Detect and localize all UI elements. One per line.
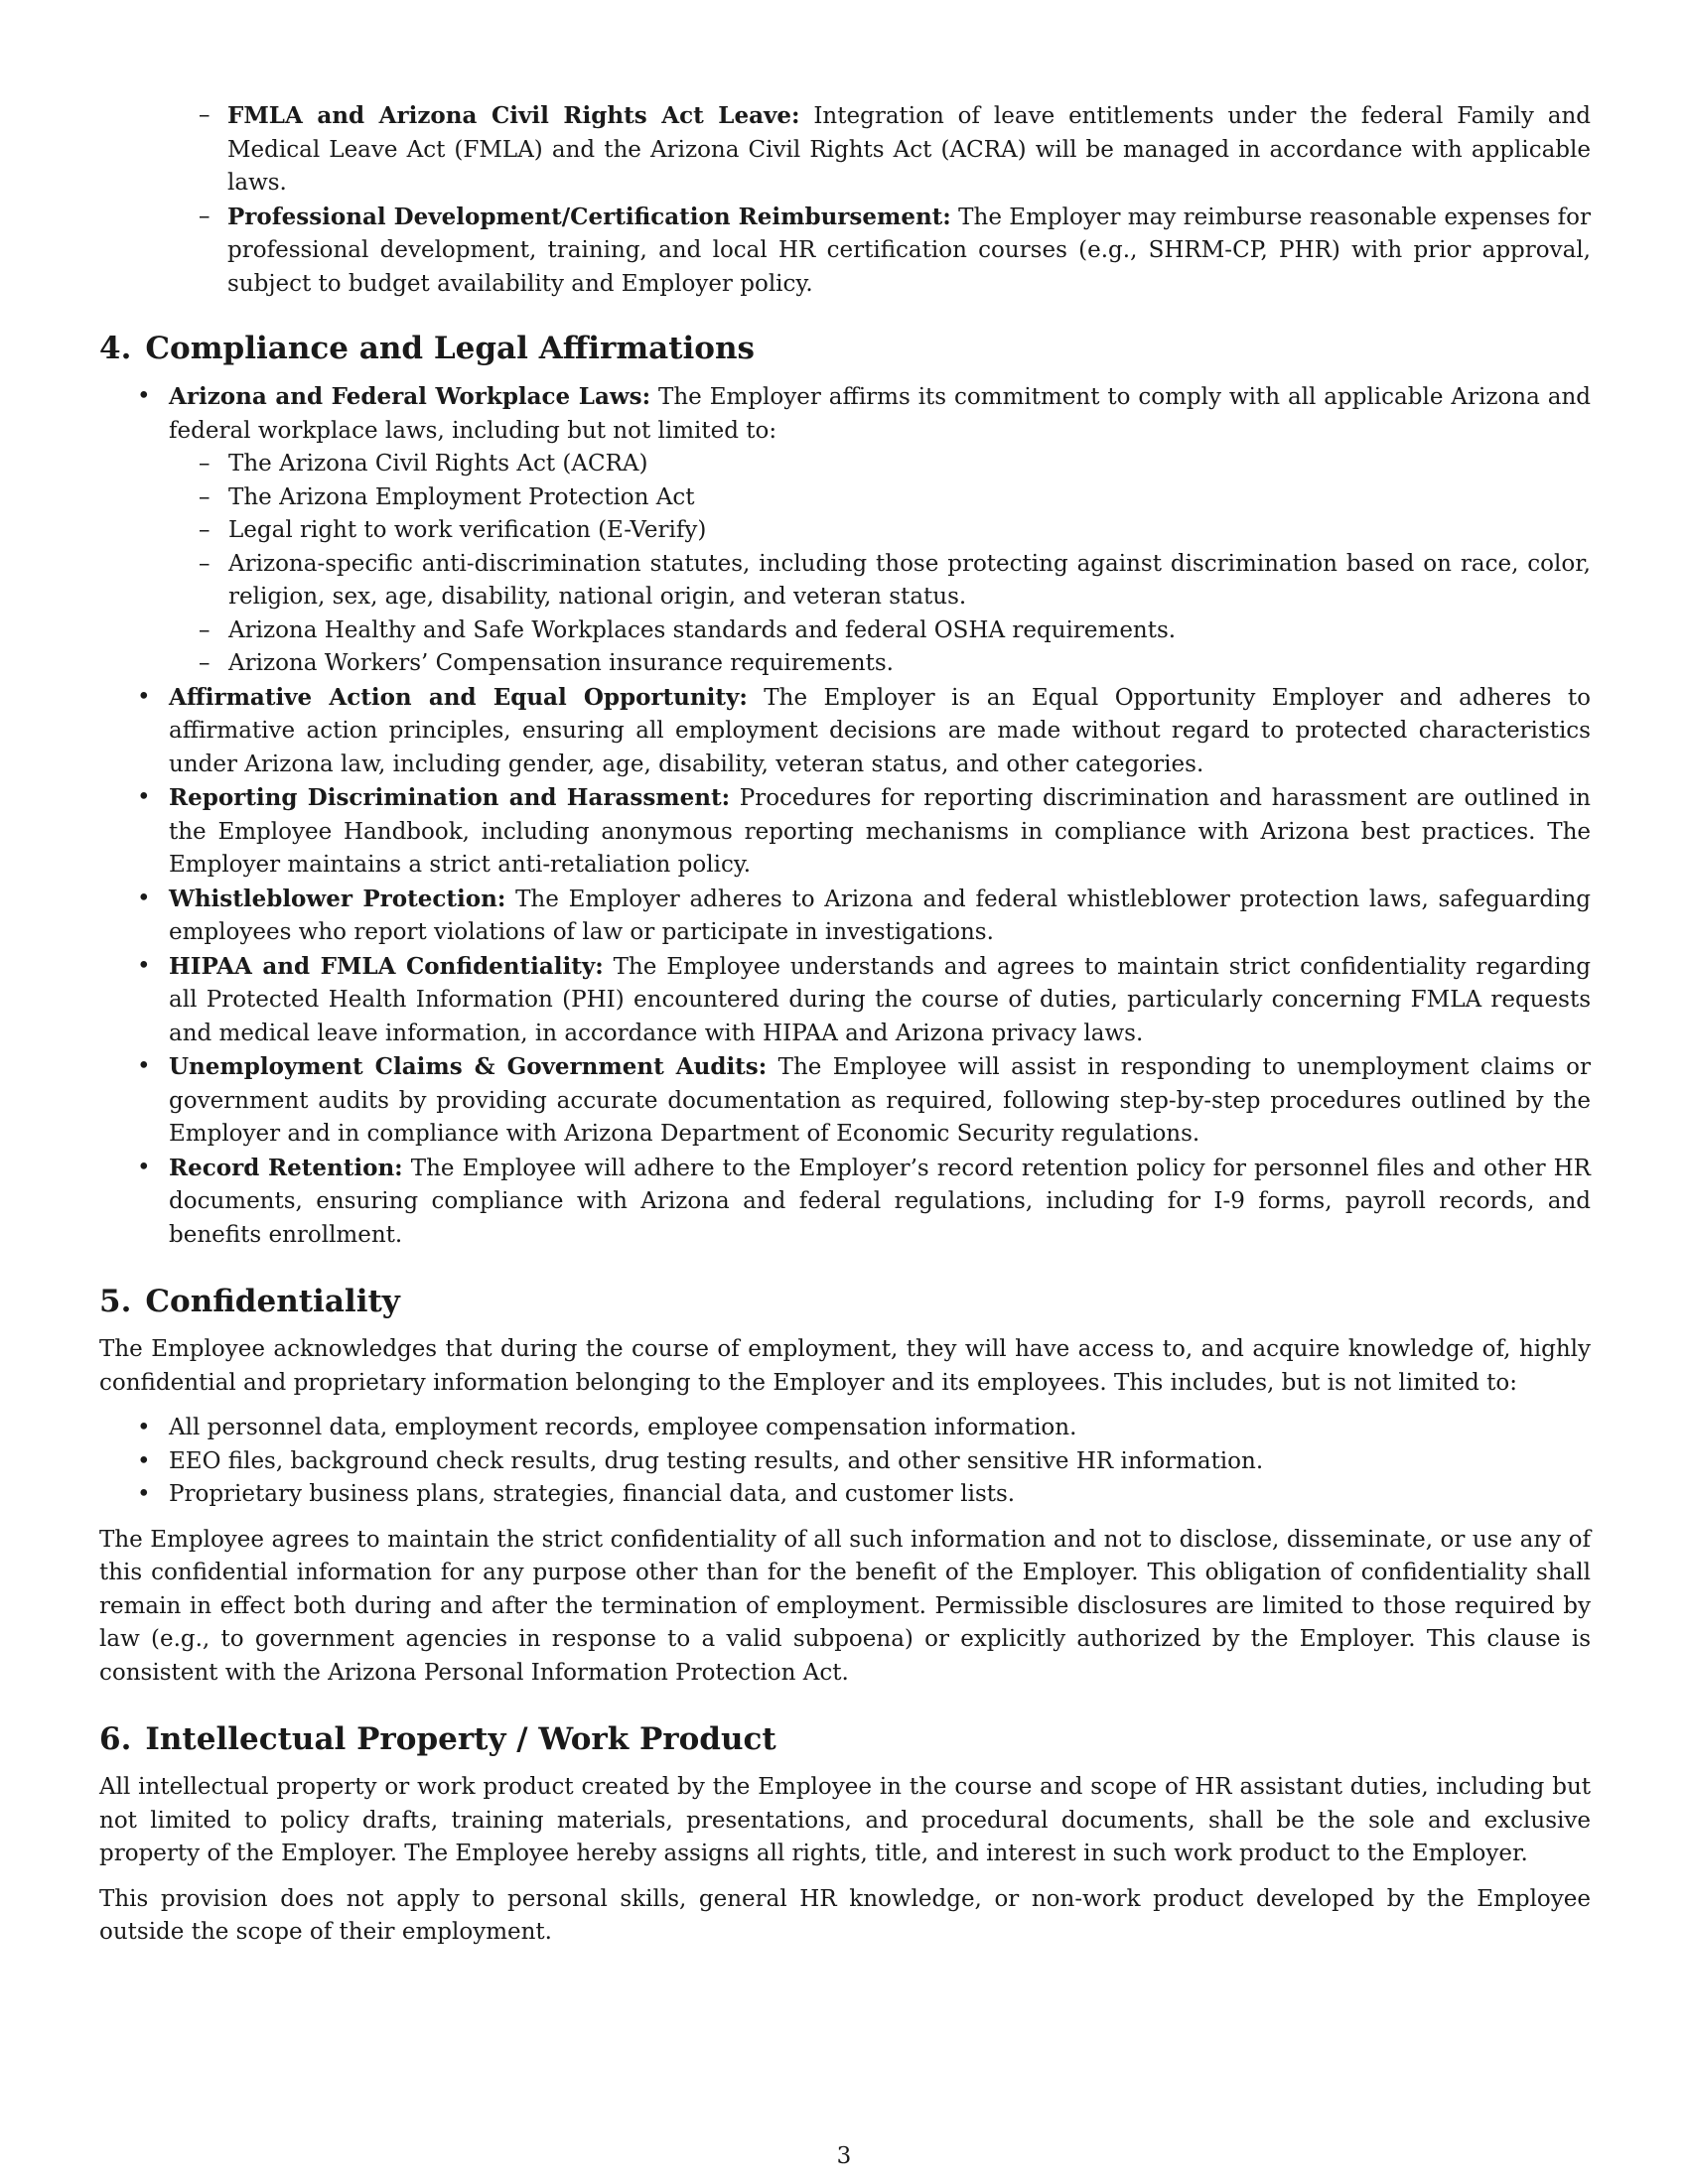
list-item	[99, 681, 1591, 782]
section-heading-intellectual-property	[99, 1719, 1591, 1759]
item-label: Record Retention:	[169, 1154, 403, 1181]
item-text: The Employer may reimburse reasonable expenses for professional development, training, and local HR certification courses (e.g., SHRM-CP, PHR) with prior approval, subject to budget availability and Employer policy.	[227, 204, 1591, 297]
list-item	[99, 201, 1591, 302]
list-item	[99, 380, 1591, 681]
item-label: Whistleblower Protection:	[169, 885, 506, 912]
sublist-item: – Legal right to work verification (E-Verify)	[169, 514, 1591, 548]
list-item: • Proprietary business plans, strategies, financial data, and customer lists.	[99, 1478, 1591, 1512]
sublist-item: – Arizona-specific anti-discrimination statutes, including those protecting against discrimination based on race, color, religion, sex, age, disability, national origin, and veteran status.	[169, 548, 1591, 614]
list-item	[99, 1152, 1591, 1253]
list-item	[99, 883, 1591, 950]
section-title: Intellectual Property / Work Product	[145, 1721, 776, 1757]
confidentiality-closing: The Employee agrees to maintain the strict confidentiality of all such information and not to disclose, disseminate, or use any of this confidential information for any purpose other than for the benefit of the Employer. This obligation of confidentiality shall remain in effect both during and after the termination of employment. Permissible disclosures are limited to those required by law (e.g., to government agencies in response to a valid subpoena) or explicitly authorized by the Employer. This clause is consistent with the Arizona Personal Information Protection Act.	[99, 1526, 1591, 1686]
list-item	[99, 781, 1591, 883]
ip-paragraph-1: All intellectual property or work product created by the Employee in the course and scope of HR assistant duties, including but not limited to policy drafts, training materials, presentations, and procedural documents, shall be the sole and exclusive property of the Employer. The Employee hereby assigns all rights, title, and interest in such work product to the Employer.	[99, 1774, 1591, 1866]
section-number: 4.	[99, 331, 132, 366]
list-item: • All personnel data, employment records, employee compensation information.	[99, 1412, 1591, 1445]
item-text: The Employee understands and agrees to maintain strict confidentiality regarding all Protected Health Information (PHI) encountered during the course of duties, particularly concerning FMLA requests and medical leave information, in accordance with HIPAA and Arizona privacy laws.	[169, 953, 1591, 1046]
sublist-item: – The Arizona Civil Rights Act (ACRA)	[169, 448, 1591, 481]
section-heading-compliance	[99, 329, 1591, 368]
sublist-item: – Arizona Healthy and Safe Workplaces standards and federal OSHA requirements.	[169, 614, 1591, 648]
leave-benefits-list	[99, 99, 1591, 301]
compliance-list	[99, 380, 1591, 1252]
sublist-item: – The Arizona Employment Protection Act	[169, 481, 1591, 515]
section-number: 5.	[99, 1284, 132, 1319]
section-title: Confidentiality	[145, 1284, 400, 1319]
confidentiality-intro: The Employee acknowledges that during the course of employment, they will have access to, and acquire knowledge of, highly confidential and proprietary information belonging to the Employer and its employees. This includes, but is not limited to:	[99, 1336, 1591, 1396]
list-item	[99, 1050, 1591, 1152]
item-label: Arizona and Federal Workplace Laws:	[169, 383, 651, 410]
item-label: HIPAA and FMLA Confidentiality:	[169, 952, 604, 980]
page-content	[99, 99, 1591, 1950]
item-label: Affirmative Action and Equal Opportunity:	[169, 683, 748, 711]
list-item	[99, 99, 1591, 201]
section-number: 6.	[99, 1721, 132, 1757]
item-text: The Employee will adhere to the Employer’s record retention policy for personnel files and other HR documents, ensuring compliance with Arizona and federal regulations, including for I-9 forms, payroll records, and benefits enrollment.	[169, 1155, 1591, 1248]
item-label: Unemployment Claims & Government Audits:	[169, 1053, 768, 1080]
item-text: Integration of leave entitlements under the federal Family and Medical Leave Act (FMLA) and the Arizona Civil Rights Act (ACRA) will be managed in accordance with applicable laws.	[227, 103, 1591, 196]
list-item	[99, 950, 1591, 1051]
item-label: Reporting Discrimination and Harassment:	[169, 784, 731, 811]
sublist-item: – Arizona Workers’ Compensation insurance requirements.	[169, 647, 1591, 681]
item-text: Procedures for reporting discrimination and harassment are outlined in the Employee Handbook, including anonymous reporting mechanisms in compliance with Arizona best practices. The Employer maintains a strict anti-retaliation policy.	[169, 785, 1591, 878]
section-title: Compliance and Legal Affirmations	[145, 331, 755, 366]
ip-paragraph-2: This provision does not apply to personal skills, general HR knowledge, or non-work product developed by the Employee outside the scope of their employment.	[99, 1885, 1591, 1945]
item-text: The Employer adheres to Arizona and federal whistleblower protection laws, safeguarding employees who report violations of law or participate in investigations.	[169, 886, 1592, 945]
item-text: The Employer is an Equal Opportunity Employer and adheres to affirmative action principles, ensuring all employment decisions are made without regard to protected characteristics under Arizona law, including gender, age, disability, veteran status, and other categories.	[169, 684, 1591, 777]
section-heading-confidentiality	[99, 1282, 1591, 1321]
page-number: 3	[836, 2143, 852, 2169]
list-item: • EEO files, background check results, drug testing results, and other sensitive HR information.	[99, 1445, 1591, 1479]
item-text: The Employee will assist in responding to unemployment claims or government audits by providing accurate documentation as required, following step-by-step procedures outlined by the Employer and in compliance with Arizona Department of Economic Security regulations.	[169, 1054, 1591, 1147]
item-label: FMLA and Arizona Civil Rights Act Leave:	[227, 102, 800, 129]
confidential-info-list	[99, 1412, 1591, 1512]
laws-sublist	[169, 448, 1591, 681]
item-text: The Employer affirms its commitment to comply with all applicable Arizona and federal workplace laws, including but not limited to:	[169, 384, 1591, 444]
item-label: Professional Development/Certification Reimbursement:	[227, 203, 951, 230]
